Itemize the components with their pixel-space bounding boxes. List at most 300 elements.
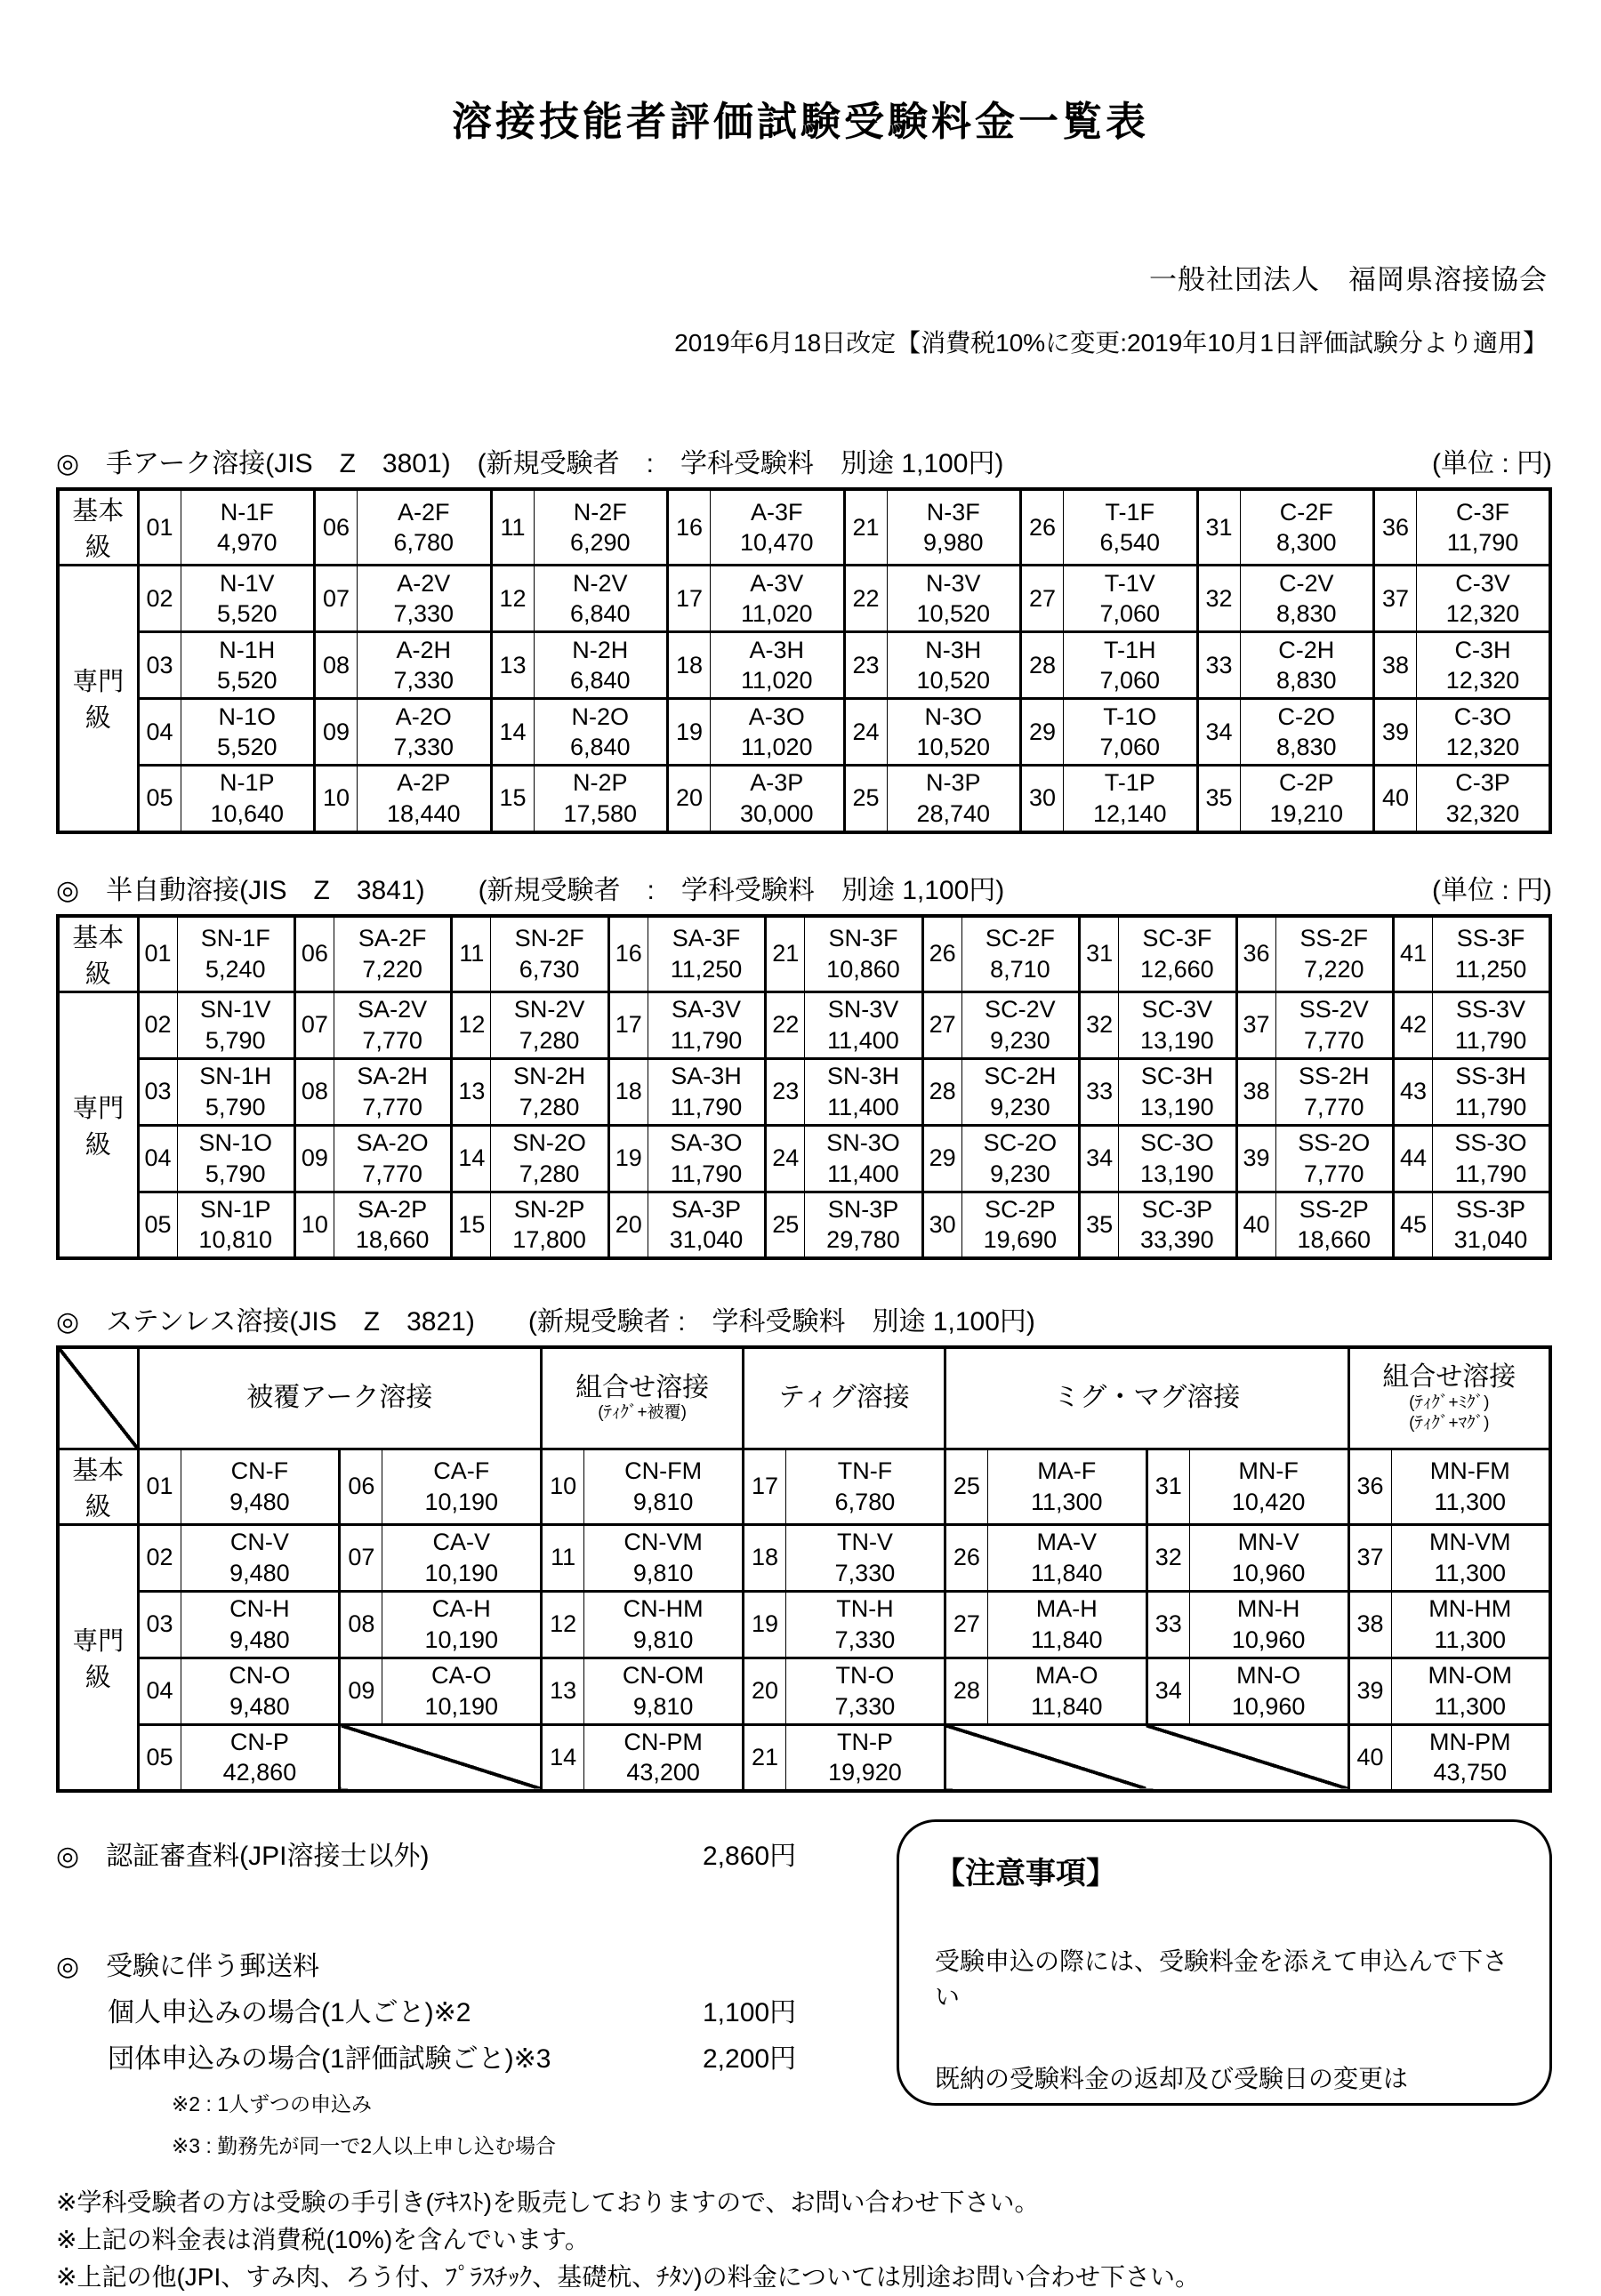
fee-cell	[648, 916, 765, 992]
qualification-code: CN-FM	[624, 1457, 703, 1484]
fee-cell	[887, 566, 1021, 632]
exam-number-cell: 32	[1146, 1524, 1189, 1591]
row-level-label: 専門級	[58, 1524, 138, 1791]
fee-cell	[1189, 1449, 1348, 1524]
exam-number-cell: 32	[1197, 566, 1240, 632]
exam-number-cell: 06	[315, 489, 358, 566]
exam-number-cell: 31	[1146, 1449, 1189, 1524]
fee-cell	[711, 632, 845, 699]
qualification-code: N-2F	[573, 498, 627, 526]
qualification-code: CN-VM	[624, 1529, 703, 1555]
qualification-code: MA-V	[1036, 1529, 1098, 1555]
exam-number-cell: 03	[138, 632, 181, 699]
fee-amount: 32,320	[1445, 799, 1520, 827]
fee-cell	[805, 1125, 922, 1192]
fee-amount: 7,280	[519, 1093, 580, 1120]
fee-amount: 7,220	[362, 955, 422, 983]
qualification-code: SN-3O	[826, 1129, 900, 1156]
exam-number-cell: 23	[844, 632, 887, 699]
revision-note: 2019年6月18日改定【消費税10%に変更:2019年10月1日評価試験分より適用】	[674, 329, 1548, 357]
exam-number-cell: 30	[1021, 766, 1064, 832]
fee-amount: 12,320	[1445, 734, 1520, 761]
exam-number-cell: 29	[922, 1125, 961, 1192]
fee-amount: 7,330	[393, 667, 455, 694]
qualification-code: MN-H	[1236, 1595, 1300, 1622]
exam-number-cell: 09	[340, 1658, 382, 1724]
section-heading: ◎ 半自動溶接(JIS Z 3841) (新規受験者 : 学科受験料 別途 1,100円)	[56, 875, 1005, 905]
qualification-code: SC-3H	[1140, 1063, 1213, 1089]
exam-number-cell: 18	[608, 1058, 648, 1125]
fee-cell	[961, 1192, 1079, 1258]
qualification-code: N-3O	[924, 702, 982, 730]
exam-number-cell: 08	[294, 1058, 334, 1125]
exam-number-cell: 12	[491, 566, 534, 632]
fee-amount: 11,300	[1031, 1488, 1103, 1515]
fee-amount: 18,660	[1297, 1226, 1372, 1254]
fee-amount: 6,840	[569, 600, 631, 628]
fee-cell	[1064, 699, 1198, 766]
qualification-code: TN-F	[837, 1457, 893, 1484]
exam-number-cell: 14	[452, 1125, 491, 1192]
exam-number-cell: 34	[1080, 1125, 1119, 1192]
exam-number-cell: 11	[491, 489, 534, 566]
qualification-code: SS-3O	[1454, 1129, 1527, 1156]
fee-amount: 7,330	[393, 600, 455, 628]
fee-cell	[1391, 1449, 1550, 1524]
exam-number-cell: 42	[1394, 991, 1433, 1058]
exam-number-cell: 07	[315, 566, 358, 632]
exam-number-cell: 23	[766, 1058, 805, 1125]
exam-number-cell: 32	[1080, 991, 1119, 1058]
qualification-code: SA-2P	[358, 1195, 428, 1223]
fee-amount: 5,790	[205, 1160, 266, 1187]
exam-number-cell: 27	[922, 991, 961, 1058]
exam-number-cell: 04	[138, 1658, 181, 1724]
fee-amount: 7,770	[1303, 1093, 1364, 1120]
diagonal-empty-cell	[340, 1724, 542, 1791]
fee-amount: 11,300	[1434, 1488, 1507, 1515]
table-row	[58, 632, 1550, 699]
section-heading: ◎ ステンレス溶接(JIS Z 3821) (新規受験者 : 学科受験料 別途 1,100円)	[56, 1307, 1035, 1337]
fee-amount: 4,970	[216, 529, 278, 557]
postage-block	[56, 1944, 897, 2159]
exam-number-cell: 01	[138, 489, 181, 566]
exam-number-cell: 17	[668, 566, 711, 632]
section-manual-arc	[56, 441, 1552, 834]
fee-cell	[334, 991, 451, 1058]
qualification-code: N-2O	[571, 702, 629, 730]
fee-amount: 9,810	[632, 1692, 694, 1720]
fee-cell	[334, 1192, 451, 1258]
postage-item-amount: 2,200円	[703, 2044, 797, 2074]
qualification-code: TN-V	[836, 1529, 893, 1555]
fee-cell	[181, 1524, 340, 1591]
footer-note: ※上記の他(JPI、すみ肉、ろう付、ﾌﾟﾗｽﾁｯｸ、基礎杭、ﾁﾀﾝ)の料金については別途お問い合わせ下さい。	[56, 2263, 1201, 2291]
exam-number-cell: 25	[844, 766, 887, 832]
exam-number-cell: 09	[294, 1125, 334, 1192]
exam-number-cell: 17	[608, 991, 648, 1058]
fee-amount: 31,040	[1453, 1226, 1528, 1254]
qualification-code: SC-3F	[1142, 925, 1212, 951]
fee-cell	[181, 699, 315, 766]
qualification-code: A-3O	[748, 702, 805, 730]
qualification-code: T-1H	[1103, 636, 1156, 663]
fee-amount: 11,400	[827, 1093, 899, 1120]
qualification-code: A-2V	[397, 569, 451, 597]
fee-cell	[491, 1058, 608, 1125]
column-group-sublabel: (ﾃｨｸﾞ+ﾏｸﾞ)	[1409, 1413, 1490, 1433]
fee-cell	[1433, 1058, 1551, 1125]
column-group-label: ミグ・マグ溶接	[1053, 1383, 1241, 1412]
table-row	[58, 1724, 1550, 1791]
qualification-code: N-2V	[572, 569, 628, 597]
qualification-code: MA-F	[1037, 1457, 1097, 1484]
diagonal-empty-cell	[1146, 1724, 1348, 1791]
fee-cell	[181, 489, 315, 566]
fee-cell	[1275, 991, 1393, 1058]
exam-number-cell: 19	[744, 1591, 786, 1658]
qualification-code: C-3O	[1453, 702, 1512, 730]
fee-cell	[711, 699, 845, 766]
table-row	[58, 1524, 1550, 1591]
fee-amount: 28,740	[916, 799, 991, 827]
fee-amount: 11,400	[827, 1026, 899, 1054]
fee-cell	[584, 1724, 744, 1791]
table-row	[58, 1125, 1550, 1192]
table-row	[58, 566, 1550, 632]
fee-cell	[805, 1058, 922, 1125]
qualification-code: SC-2V	[985, 996, 1056, 1023]
fee-cell	[711, 766, 845, 832]
fee-amount: 13,190	[1140, 1160, 1214, 1187]
fee-amount: 7,330	[834, 1626, 896, 1653]
fee-cell	[1189, 1591, 1348, 1658]
exam-number-cell: 22	[844, 566, 887, 632]
fee-amount: 17,580	[563, 799, 638, 827]
exam-number-cell: 43	[1394, 1058, 1433, 1125]
fee-cell	[961, 1058, 1079, 1125]
qualification-code: C-2O	[1277, 702, 1335, 730]
qualification-code: SS-3V	[1455, 996, 1526, 1023]
fee-amount: 11,250	[1454, 955, 1527, 983]
fee-amount: 10,960	[1231, 1692, 1306, 1720]
fee-table-semi-automatic	[56, 914, 1552, 1261]
certification-fee-label: ◎ 認証審査料(JPI溶接士以外)	[56, 1842, 430, 1871]
fee-amount: 11,790	[1454, 1093, 1527, 1120]
qualification-code: CA-F	[433, 1457, 490, 1484]
exam-number-cell: 18	[744, 1524, 786, 1591]
qualification-code: SS-2H	[1299, 1063, 1370, 1089]
postage-item-label: 団体申込みの場合(1評価試験ごと)※3	[108, 2044, 551, 2074]
qualification-code: SC-3P	[1141, 1195, 1213, 1223]
exam-number-cell: 06	[340, 1449, 382, 1524]
fee-amount: 9,480	[229, 1692, 290, 1720]
fee-amount: 11,790	[670, 1026, 743, 1054]
table-row	[58, 489, 1550, 566]
section-semi-automatic	[56, 868, 1552, 1261]
fee-cell	[1119, 1192, 1236, 1258]
exam-number-cell: 13	[491, 632, 534, 699]
fee-cell	[382, 1658, 542, 1724]
fee-amount: 10,190	[424, 1559, 499, 1586]
fee-cell	[491, 1125, 608, 1192]
exam-number-cell: 01	[138, 916, 177, 992]
fee-amount: 19,690	[983, 1226, 1058, 1254]
notice-title: 【注意事項】	[935, 1857, 1116, 1891]
table-row	[58, 1192, 1550, 1258]
fee-cell	[491, 991, 608, 1058]
qualification-code: T-1V	[1104, 569, 1155, 597]
fee-cell	[1064, 489, 1198, 566]
fee-cell	[382, 1449, 542, 1524]
fee-amount: 11,250	[670, 955, 743, 983]
exam-number-cell: 02	[138, 1524, 181, 1591]
fee-cell	[805, 916, 922, 992]
qualification-code: A-3V	[750, 569, 804, 597]
qualification-code: MN-PM	[1429, 1728, 1511, 1755]
qualification-code: CA-H	[431, 1595, 491, 1622]
qualification-code: SA-3P	[672, 1195, 742, 1223]
fee-cell	[961, 916, 1079, 992]
fee-cell	[1064, 766, 1198, 832]
fee-amount: 10,960	[1231, 1626, 1306, 1653]
fee-amount: 12,140	[1092, 799, 1167, 827]
exam-number-cell: 19	[608, 1125, 648, 1192]
exam-number-cell: 39	[1374, 699, 1417, 766]
fee-table	[56, 914, 1552, 1261]
exam-number-cell: 05	[138, 1192, 177, 1258]
exam-number-cell: 09	[315, 699, 358, 766]
fee-amount: 7,770	[1303, 1160, 1364, 1187]
fee-table-stainless	[56, 1345, 1552, 1793]
qualification-code: SN-1F	[200, 925, 270, 951]
notice-box	[897, 1819, 1552, 2106]
fee-amount: 9,480	[229, 1626, 290, 1653]
exam-number-cell: 31	[1197, 489, 1240, 566]
fee-amount: 9,810	[632, 1488, 694, 1515]
column-group-label: 被覆アーク溶接	[246, 1383, 433, 1412]
exam-number-cell: 04	[138, 1125, 177, 1192]
fee-cell	[358, 489, 492, 566]
qualification-code: A-2P	[397, 769, 451, 797]
exam-number-cell: 10	[294, 1192, 334, 1258]
fee-amount: 6,840	[569, 734, 631, 761]
qualification-code: N-1P	[219, 769, 275, 797]
fee-cell	[534, 489, 668, 566]
fee-amount: 18,440	[386, 799, 461, 827]
table-row	[58, 1058, 1550, 1125]
fee-amount: 7,330	[393, 734, 455, 761]
fee-amount: 7,770	[1303, 1026, 1364, 1054]
exam-number-cell: 44	[1394, 1125, 1433, 1192]
qualification-code: C-3F	[1456, 498, 1509, 526]
exam-number-cell: 35	[1080, 1192, 1119, 1258]
fee-amount: 11,840	[1031, 1626, 1103, 1653]
column-group-label: 組合せ溶接	[1382, 1362, 1517, 1393]
fee-amount: 9,480	[229, 1488, 290, 1515]
qualification-code: CN-H	[229, 1595, 290, 1622]
qualification-code: C-2H	[1278, 636, 1335, 663]
column-group-header	[1348, 1347, 1550, 1449]
fee-amount: 31,040	[669, 1226, 744, 1254]
fee-cell	[987, 1524, 1146, 1591]
fee-cell	[1240, 766, 1374, 832]
fee-amount: 19,920	[828, 1759, 902, 1786]
exam-number-cell: 02	[138, 991, 177, 1058]
exam-number-cell: 39	[1236, 1125, 1275, 1192]
exam-number-cell: 14	[542, 1724, 584, 1791]
fee-cell	[786, 1658, 945, 1724]
exam-number-cell: 33	[1080, 1058, 1119, 1125]
footer-note: ※学科受験者の方は受験の手引き(ﾃｷｽﾄ)を販売しておりますので、お問い合わせ下さい。	[56, 2188, 1040, 2216]
fee-cell	[1433, 991, 1551, 1058]
fee-amount: 8,830	[1275, 600, 1337, 628]
exam-number-cell: 22	[766, 991, 805, 1058]
exam-number-cell: 07	[294, 991, 334, 1058]
fee-cell	[382, 1524, 542, 1591]
notice-line: 既納の受験料金の返却及び受験日の変更は	[935, 2065, 1409, 2092]
qualification-code: SA-2H	[357, 1063, 428, 1089]
exam-number-cell: 07	[340, 1524, 382, 1591]
fee-amount: 6,540	[1099, 529, 1161, 557]
fee-amount: 7,770	[362, 1026, 422, 1054]
exam-number-cell: 36	[1348, 1449, 1391, 1524]
fee-amount: 9,480	[229, 1559, 290, 1586]
exam-number-cell: 16	[608, 916, 648, 992]
fee-amount: 7,770	[362, 1093, 422, 1120]
fee-cell	[1240, 699, 1374, 766]
fee-cell	[177, 991, 294, 1058]
qualification-code: SS-2V	[1299, 996, 1369, 1023]
table-row	[58, 1658, 1550, 1724]
fee-cell	[648, 1125, 765, 1192]
exam-number-cell: 06	[294, 916, 334, 992]
exam-number-cell: 21	[744, 1724, 786, 1791]
fee-amount: 9,810	[632, 1559, 694, 1586]
fee-cell	[961, 1125, 1079, 1192]
exam-number-cell: 02	[138, 566, 181, 632]
qualification-code: MA-O	[1035, 1662, 1098, 1689]
fee-cell	[181, 566, 315, 632]
notice-line: 受験申込の際には、受験料金を添えて申込んで下さい	[935, 1947, 1508, 2011]
fee-table-manual-arc	[56, 487, 1552, 834]
qualification-code: SN-3V	[827, 996, 899, 1023]
fee-cell	[1240, 632, 1374, 699]
qualification-code: A-3F	[750, 498, 803, 526]
bottom-section	[56, 1819, 1552, 2159]
fee-amount: 5,520	[216, 600, 278, 628]
fee-amount: 11,840	[1031, 1692, 1103, 1720]
fee-cell	[1119, 991, 1236, 1058]
qualification-code: C-3V	[1455, 569, 1510, 597]
fee-amount: 10,470	[739, 529, 814, 557]
exam-number-cell: 17	[744, 1449, 786, 1524]
exam-number-cell: 29	[1021, 699, 1064, 766]
fee-amount: 7,280	[519, 1160, 580, 1187]
exam-number-cell: 13	[452, 1058, 491, 1125]
exam-number-cell: 11	[452, 916, 491, 992]
qualification-code: CN-O	[229, 1662, 291, 1689]
exam-number-cell: 27	[945, 1591, 987, 1658]
qualification-code: SS-3H	[1455, 1063, 1526, 1089]
fee-amount: 12,320	[1445, 667, 1520, 694]
qualification-code: SN-1V	[199, 996, 271, 1023]
qualification-code: N-3P	[925, 769, 981, 797]
qualification-code: C-2P	[1278, 769, 1334, 797]
fee-cell	[648, 1058, 765, 1125]
exam-number-cell: 26	[945, 1524, 987, 1591]
fee-amount: 6,840	[569, 667, 631, 694]
table-row	[58, 916, 1550, 992]
fee-cell	[648, 1192, 765, 1258]
qualification-code: T-1O	[1103, 702, 1157, 730]
qualification-code: SC-2P	[985, 1195, 1056, 1223]
fee-amount: 8,830	[1275, 734, 1337, 761]
fee-cell	[648, 991, 765, 1058]
fee-cell	[491, 916, 608, 992]
fee-cell	[181, 632, 315, 699]
fee-amount: 11,840	[1031, 1559, 1103, 1586]
qualification-code: N-3H	[925, 636, 982, 663]
qualification-code: N-1H	[219, 636, 276, 663]
fee-cell	[786, 1524, 945, 1591]
fee-cell	[1240, 489, 1374, 566]
fee-cell	[181, 766, 315, 832]
postage-item-individual	[56, 1990, 897, 2029]
fee-amount: 11,300	[1434, 1692, 1507, 1720]
fee-amount: 6,730	[519, 955, 580, 983]
exam-number-cell: 30	[922, 1192, 961, 1258]
exam-number-cell: 35	[1197, 766, 1240, 832]
fee-cell	[177, 1125, 294, 1192]
fee-cell	[1189, 1658, 1348, 1724]
exam-number-cell: 18	[668, 632, 711, 699]
fee-cell	[584, 1524, 744, 1591]
fee-amount: 9,230	[990, 1093, 1050, 1120]
exam-number-cell: 24	[844, 699, 887, 766]
exam-number-cell: 40	[1348, 1724, 1391, 1791]
exam-number-cell: 36	[1374, 489, 1417, 566]
qualification-code: SN-2F	[514, 925, 584, 951]
fee-cell	[1064, 632, 1198, 699]
section-heading-row	[56, 868, 1552, 907]
fee-cell	[786, 1591, 945, 1658]
fee-cell	[358, 699, 492, 766]
fee-amount: 10,190	[424, 1626, 499, 1653]
fee-cell	[1391, 1524, 1550, 1591]
qualification-code: C-2V	[1278, 569, 1334, 597]
fee-cell	[177, 1058, 294, 1125]
qualification-code: SC-3O	[1140, 1129, 1214, 1156]
fee-amount: 19,210	[1269, 799, 1344, 827]
exam-number-cell: 45	[1394, 1192, 1433, 1258]
fee-cell	[1417, 489, 1551, 566]
qualification-code: SA-2V	[358, 996, 428, 1023]
exam-number-cell: 37	[1374, 566, 1417, 632]
qualification-code: SS-2F	[1299, 925, 1369, 951]
fee-amount: 10,860	[826, 955, 900, 983]
fee-amount: 6,780	[834, 1488, 896, 1515]
qualification-code: TN-P	[836, 1728, 893, 1755]
fee-amount: 7,060	[1099, 600, 1161, 628]
qualification-code: N-1O	[218, 702, 276, 730]
extra-fees-column	[56, 1819, 897, 2159]
qualification-code: N-3V	[925, 569, 981, 597]
fee-amount: 11,020	[740, 600, 813, 628]
qualification-code: MN-F	[1238, 1457, 1299, 1484]
exam-number-cell: 37	[1236, 991, 1275, 1058]
unit-label: (単位 : 円)	[1432, 875, 1552, 905]
